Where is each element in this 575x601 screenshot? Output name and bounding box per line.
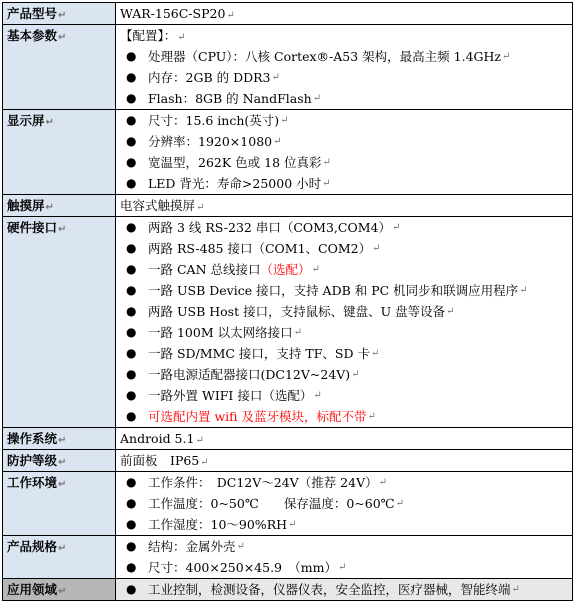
- spec-line: [120, 428, 568, 449]
- paragraph-mark-icon: ↵: [351, 369, 360, 380]
- spec-value: [116, 428, 573, 450]
- spec-line: [120, 514, 568, 535]
- spec-line-text: 内存：2GB 的 DDR3: [148, 70, 271, 85]
- spec-line-text: 工业控制，检测设备，仪器仪表，安全监控，医疗器械，智能终端: [148, 582, 511, 597]
- spec-value: [116, 195, 573, 217]
- spec-line: [120, 536, 568, 557]
- spec-value: [116, 536, 573, 579]
- paragraph-mark-icon: ↵: [378, 477, 387, 488]
- bullet-icon: ●: [126, 176, 137, 190]
- spec-line-text: WAR-156C-SP20: [120, 6, 226, 21]
- spec-line-text: 一路 CAN 总线接口: [148, 262, 261, 277]
- spec-line: [120, 343, 568, 364]
- paragraph-mark-icon: ↵: [337, 562, 347, 573]
- paragraph-mark-icon: ↵: [370, 348, 380, 359]
- paragraph-mark-icon: ↵: [280, 115, 289, 126]
- spec-line-text: 前面板 IP65: [120, 453, 200, 468]
- spec-row: [3, 25, 573, 110]
- spec-label-text: 防护等级: [7, 453, 58, 468]
- spec-value: [116, 450, 573, 472]
- spec-line: [120, 579, 568, 600]
- spec-table: [2, 2, 573, 601]
- spec-value: [116, 472, 573, 536]
- spec-line-text: 工作条件： DC12V～24V（推荐 24V）: [148, 475, 378, 490]
- spec-value: [116, 579, 573, 601]
- spec-line-text: 工作温度：0~50℃ 保存温度：0~60℃: [148, 496, 395, 511]
- spec-label-text: 应用领域: [7, 582, 58, 597]
- paragraph-mark-icon: ↵: [273, 136, 282, 147]
- bullet-icon: ●: [126, 367, 137, 381]
- bullet-icon: ●: [126, 409, 137, 423]
- spec-line-text: 两路 RS-485 接口（COM1、COM2）: [148, 241, 372, 256]
- spec-label: [3, 536, 116, 579]
- spec-line-text: 可选配内置 wifi 及蓝牙模块，标配不带: [148, 409, 367, 424]
- spec-line-text: 处理器（CPU）：八核 Cortex®-A53 架构，最高主频 1.4GHz: [148, 49, 502, 64]
- spec-line: [120, 173, 568, 194]
- spec-line: [120, 217, 568, 238]
- spec-label: [3, 472, 116, 536]
- spec-line-text: 【配置】：: [120, 28, 177, 43]
- bullet-icon: ●: [126, 475, 137, 489]
- paragraph-mark-icon: ↵: [322, 178, 331, 189]
- optional-note: （选配）: [260, 262, 311, 277]
- paragraph-mark-icon: ↵: [236, 541, 245, 552]
- spec-value: [116, 25, 573, 110]
- spec-row: [3, 428, 573, 450]
- bullet-icon: ●: [126, 560, 137, 574]
- paragraph-mark-icon: ↵: [58, 435, 67, 446]
- bullet-icon: ●: [126, 241, 137, 255]
- paragraph-mark-icon: ↵: [58, 32, 67, 43]
- spec-line: [120, 322, 568, 343]
- paragraph-mark-icon: ↵: [446, 306, 455, 317]
- paragraph-mark-icon: ↵: [58, 10, 67, 21]
- paragraph-mark-icon: ↵: [58, 586, 67, 597]
- spec-label-text: 硬件接口: [7, 220, 58, 235]
- paragraph-mark-icon: ↵: [226, 10, 235, 21]
- bullet-icon: ●: [126, 70, 137, 84]
- spec-line: [120, 25, 568, 46]
- spec-line-text: 分辨率：1920×1080: [148, 134, 273, 149]
- spec-line: [120, 557, 568, 578]
- spec-line: [120, 110, 568, 131]
- bullet-icon: ●: [126, 91, 137, 105]
- bullet-icon: ●: [126, 134, 137, 148]
- paragraph-mark-icon: ↵: [58, 479, 67, 490]
- spec-line: [120, 46, 568, 67]
- spec-label-text: 工作环境: [7, 475, 58, 490]
- spec-sheet: [2, 2, 573, 597]
- spec-line-text: 尺寸：15.6 inch(英寸): [148, 113, 280, 128]
- bullet-icon: ●: [126, 388, 137, 402]
- spec-line-text: Android 5.1: [120, 431, 195, 446]
- paragraph-mark-icon: ↵: [311, 264, 320, 275]
- paragraph-mark-icon: ↵: [58, 224, 67, 235]
- paragraph-mark-icon: ↵: [502, 51, 511, 62]
- spec-line: [120, 131, 568, 152]
- bullet-icon: ●: [126, 304, 137, 318]
- bullet-icon: ●: [126, 539, 137, 553]
- spec-row: [3, 3, 573, 25]
- spec-label: [3, 3, 116, 25]
- spec-line: [120, 364, 568, 385]
- bullet-icon: ●: [126, 155, 137, 169]
- bullet-icon: ●: [126, 582, 137, 596]
- spec-value: [116, 110, 573, 195]
- paragraph-mark-icon: ↵: [58, 543, 67, 554]
- bullet-icon: ●: [126, 346, 137, 360]
- spec-row: [3, 110, 573, 195]
- spec-line-text: 一路 SD/MMC 接口，支持 TF、SD 卡: [148, 346, 370, 361]
- bullet-icon: ●: [126, 325, 137, 339]
- spec-label-text: 触摸屏: [7, 198, 45, 213]
- paragraph-mark-icon: ↵: [312, 93, 322, 104]
- paragraph-mark-icon: ↵: [58, 457, 67, 468]
- spec-line: [120, 385, 568, 406]
- spec-line: [120, 238, 568, 259]
- paragraph-mark-icon: ↵: [313, 390, 322, 401]
- bullet-icon: ●: [126, 496, 137, 510]
- spec-value: [116, 217, 573, 428]
- paragraph-mark-icon: ↵: [391, 222, 401, 233]
- spec-line-text: 一路电源适配器接口(DC12V~24V): [148, 367, 351, 382]
- spec-line: [120, 301, 568, 322]
- spec-label: [3, 195, 116, 217]
- spec-label: [3, 450, 116, 472]
- paragraph-mark-icon: ↵: [322, 157, 331, 168]
- spec-label-text: 基本参数: [7, 28, 58, 43]
- spec-line-text: 宽温型，262K 色或 18 位真彩: [148, 155, 322, 170]
- spec-row: [3, 536, 573, 579]
- spec-label: [3, 579, 116, 601]
- paragraph-mark-icon: ↵: [196, 202, 205, 213]
- paragraph-mark-icon: ↵: [45, 117, 54, 128]
- spec-line-text: 两路 USB Host 接口，支持鼠标、键盘、U 盘等设备: [148, 304, 446, 319]
- spec-line-text: 电容式触摸屏: [120, 198, 196, 213]
- spec-line-text: 一路外置 WIFI 接口（选配）: [148, 388, 313, 403]
- spec-line-text: LED 背光：寿命>25000 小时: [148, 176, 322, 191]
- paragraph-mark-icon: ↵: [372, 243, 381, 254]
- paragraph-mark-icon: ↵: [271, 72, 280, 83]
- spec-value: [116, 3, 573, 25]
- spec-line-text: 尺寸：400×250×45.9 （mm）: [148, 560, 337, 575]
- spec-label: [3, 428, 116, 450]
- paragraph-mark-icon: ↵: [519, 285, 528, 296]
- spec-line-text: Flash：8GB 的 NandFlash: [148, 91, 312, 106]
- paragraph-mark-icon: ↵: [288, 519, 297, 530]
- paragraph-mark-icon: ↵: [511, 584, 520, 595]
- paragraph-mark-icon: ↵: [45, 202, 54, 213]
- spec-label-text: 产品型号: [7, 6, 58, 21]
- spec-line: [120, 67, 568, 88]
- paragraph-mark-icon: ↵: [195, 435, 204, 446]
- spec-label: [3, 110, 116, 195]
- paragraph-mark-icon: ↵: [200, 457, 209, 468]
- spec-line-text: 两路 3 线 RS-232 串口（COM3,COM4）: [148, 220, 391, 235]
- spec-line: [120, 493, 568, 514]
- spec-line: [120, 195, 568, 216]
- paragraph-mark-icon: ↵: [367, 411, 376, 422]
- paragraph-mark-icon: ↵: [177, 32, 186, 43]
- spec-line: [120, 280, 568, 301]
- paragraph-mark-icon: ↵: [395, 498, 405, 509]
- spec-line: [120, 88, 568, 109]
- spec-row: [3, 217, 573, 428]
- spec-label: [3, 217, 116, 428]
- spec-line-text: 结构：金属外壳: [148, 539, 236, 554]
- spec-label-text: 操作系统: [7, 431, 58, 446]
- spec-row: [3, 579, 573, 601]
- bullet-icon: ●: [126, 283, 137, 297]
- spec-label: [3, 25, 116, 110]
- spec-line-text: 一路 USB Device 接口，支持 ADB 和 PC 机同步和联调应用程序: [148, 283, 519, 298]
- spec-line: [120, 3, 568, 24]
- paragraph-mark-icon: ↵: [293, 327, 302, 338]
- spec-line: [120, 472, 568, 493]
- spec-row: [3, 450, 573, 472]
- spec-line-text: 工作湿度：10～90%RH: [148, 517, 288, 532]
- bullet-icon: ●: [126, 262, 137, 276]
- bullet-icon: ●: [126, 113, 137, 127]
- spec-line: [120, 406, 568, 427]
- spec-label-text: 显示屏: [7, 113, 45, 128]
- spec-line: [120, 450, 568, 471]
- spec-row: [3, 195, 573, 217]
- spec-line: [120, 259, 568, 280]
- bullet-icon: ●: [126, 220, 137, 234]
- spec-row: [3, 472, 573, 536]
- bullet-icon: ●: [126, 517, 137, 531]
- bullet-icon: ●: [126, 49, 137, 63]
- spec-label-text: 产品规格: [7, 539, 58, 554]
- spec-line-text: 一路 100M 以太网络接口: [148, 325, 293, 340]
- spec-line: [120, 152, 568, 173]
